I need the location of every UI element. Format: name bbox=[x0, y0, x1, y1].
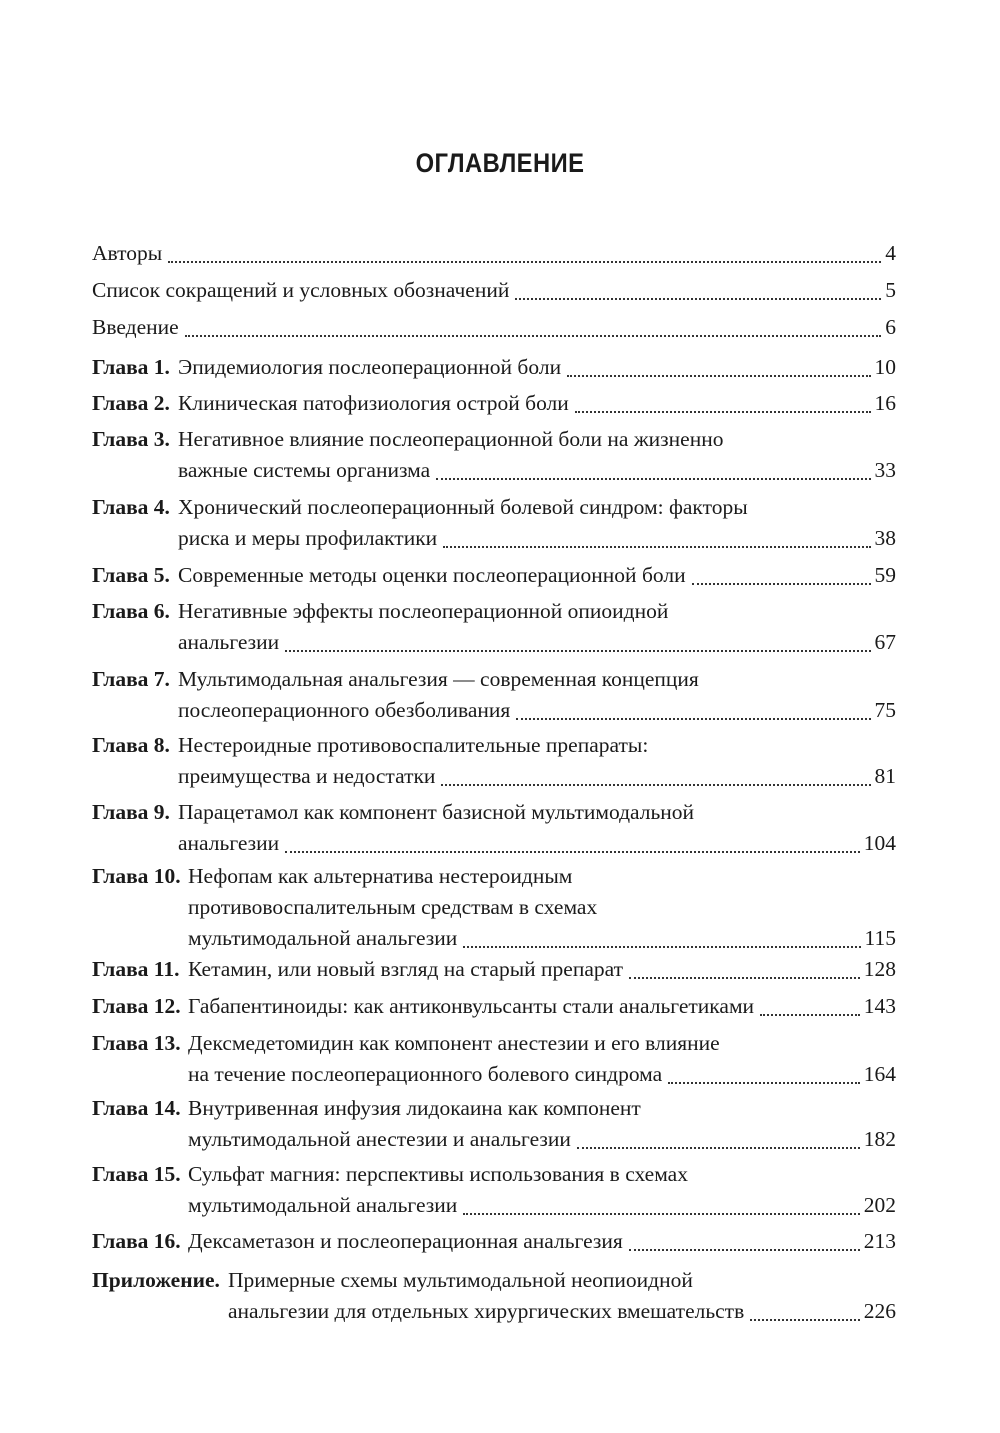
toc-entry-title: Примерные схемы мультимодальной неопиоидной bbox=[228, 1268, 693, 1292]
dot-leader bbox=[577, 1147, 860, 1149]
toc-entry-title: Дексаметазон и послеоперационная анальгезия bbox=[188, 1229, 623, 1253]
toc-entry-title: на течение послеоперационного болевого синдрома bbox=[188, 1062, 663, 1086]
toc-entry[interactable] bbox=[92, 352, 896, 383]
toc-page-number: 5 bbox=[885, 278, 896, 302]
dot-leader bbox=[567, 375, 870, 377]
toc-entry-label: Глава 5. bbox=[92, 563, 170, 587]
toc-entry-label: Глава 1. bbox=[92, 355, 170, 379]
toc-page-number: 164 bbox=[863, 1062, 896, 1086]
dot-leader bbox=[441, 784, 870, 786]
toc-entry-title: Габапентиноиды: как антиконвульсанты стали анальгетиками bbox=[188, 994, 755, 1018]
table-of-contents bbox=[92, 0, 896, 1433]
toc-entry[interactable] bbox=[92, 560, 896, 591]
dot-leader bbox=[692, 583, 871, 585]
toc-entry[interactable] bbox=[92, 492, 896, 554]
dot-leader bbox=[629, 977, 860, 979]
dot-leader bbox=[463, 946, 860, 948]
toc-entry[interactable] bbox=[92, 1226, 896, 1257]
toc-entry-label: Приложение. bbox=[92, 1268, 220, 1292]
toc-entry-title: Эпидемиология послеоперационной боли bbox=[178, 355, 562, 379]
toc-page-number: 10 bbox=[874, 355, 896, 379]
dot-leader bbox=[515, 298, 881, 300]
toc-entry-title: важные системы организма bbox=[178, 458, 431, 482]
toc-entry-title: риска и меры профилактики bbox=[178, 526, 438, 550]
toc-page-number: 81 bbox=[874, 764, 896, 788]
dot-leader bbox=[668, 1082, 860, 1084]
dot-leader bbox=[285, 650, 870, 652]
toc-entry[interactable] bbox=[92, 312, 896, 343]
toc-entry[interactable] bbox=[92, 1093, 896, 1155]
toc-entry[interactable] bbox=[92, 861, 896, 954]
dot-leader bbox=[760, 1014, 860, 1016]
toc-page-number: 38 bbox=[874, 526, 896, 550]
toc-entry-title: Негативное влияние послеоперационной боли на жизненно bbox=[178, 427, 724, 451]
dot-leader bbox=[443, 546, 870, 548]
dot-leader bbox=[629, 1249, 860, 1251]
toc-page-number: 202 bbox=[863, 1193, 896, 1217]
toc-entry-title: мультимодальной анальгезии bbox=[188, 1193, 458, 1217]
toc-entry-label: Глава 3. bbox=[92, 427, 170, 451]
toc-entry-label: Глава 8. bbox=[92, 733, 170, 757]
toc-entry-title: мультимодальной анестезии и анальгезии bbox=[188, 1127, 571, 1151]
toc-entry[interactable] bbox=[92, 664, 896, 726]
toc-page-number: 67 bbox=[874, 630, 896, 654]
toc-page-number: 4 bbox=[885, 241, 896, 265]
toc-entry-title: противовоспалительным средствам в схемах bbox=[188, 895, 598, 919]
dot-leader bbox=[168, 261, 881, 263]
toc-page-number: 213 bbox=[863, 1229, 896, 1253]
toc-page-number: 16 bbox=[874, 391, 896, 415]
toc-page-number: 128 bbox=[863, 957, 896, 981]
toc-entry-title: мультимодальной анальгезии bbox=[188, 926, 458, 950]
dot-leader bbox=[436, 478, 870, 480]
dot-leader bbox=[185, 335, 882, 337]
toc-entry-title: анальгезии bbox=[178, 630, 280, 654]
toc-entry-label: Глава 2. bbox=[92, 391, 170, 415]
toc-entry-title: Клиническая патофизиология острой боли bbox=[178, 391, 569, 415]
toc-entry-title: Парацетамол как компонент базисной мультимодальной bbox=[178, 800, 695, 824]
toc-page-number: 33 bbox=[874, 458, 896, 482]
toc-entry-label: Глава 10. bbox=[92, 864, 181, 888]
toc-entry-title: Мультимодальная анальгезия — современная концепция bbox=[178, 667, 699, 691]
toc-entry[interactable] bbox=[92, 275, 896, 306]
toc-entry-label: Глава 12. bbox=[92, 994, 181, 1018]
toc-page-number: 143 bbox=[863, 994, 896, 1018]
toc-page-number: 104 bbox=[863, 831, 896, 855]
toc-entry-label: Глава 15. bbox=[92, 1162, 181, 1186]
dot-leader bbox=[285, 851, 860, 853]
toc-entry-label: Глава 7. bbox=[92, 667, 170, 691]
toc-entry-label: Глава 6. bbox=[92, 599, 170, 623]
toc-entry-title: анальгезии для отдельных хирургических вмешательств bbox=[228, 1299, 745, 1323]
toc-entry-title: преимущества и недостатки bbox=[178, 764, 436, 788]
toc-entry-title: Список сокращений и условных обозначений bbox=[92, 278, 510, 302]
toc-entry-title: Внутривенная инфузия лидокаина как компонент bbox=[188, 1096, 641, 1120]
toc-entry-label: Глава 4. bbox=[92, 495, 170, 519]
toc-entry[interactable] bbox=[92, 797, 896, 859]
toc-entry-title: послеоперационного обезболивания bbox=[178, 698, 511, 722]
toc-entry-label: Глава 11. bbox=[92, 957, 180, 981]
toc-page-number: 115 bbox=[864, 926, 896, 950]
toc-entry-title: Введение bbox=[92, 315, 179, 339]
toc-entry-title: Авторы bbox=[92, 241, 163, 265]
toc-page-number: 226 bbox=[863, 1299, 896, 1323]
toc-entry-title: Современные методы оценки послеоперационной боли bbox=[178, 563, 686, 587]
dot-leader bbox=[575, 411, 871, 413]
dot-leader bbox=[463, 1213, 859, 1215]
toc-entry-title: Негативные эффекты послеоперационной опиоидной bbox=[178, 599, 669, 623]
toc-entry[interactable] bbox=[92, 1159, 896, 1221]
toc-entry-label: Глава 13. bbox=[92, 1031, 181, 1055]
toc-entry-title: анальгезии bbox=[178, 831, 280, 855]
toc-entry[interactable] bbox=[92, 388, 896, 419]
toc-entry[interactable] bbox=[92, 1265, 896, 1327]
toc-entry[interactable] bbox=[92, 596, 896, 658]
page-title: ОГЛАВЛЕНИЕ bbox=[415, 148, 585, 178]
toc-entry-title: Хронический послеоперационный болевой синдром: факторы bbox=[178, 495, 748, 519]
toc-entry-title: Нестероидные противовоспалительные препараты: bbox=[178, 733, 649, 757]
toc-entry[interactable] bbox=[92, 238, 896, 269]
toc-entry-title: Дексмедетомидин как компонент анестезии и его влияние bbox=[188, 1031, 720, 1055]
dot-leader bbox=[516, 718, 870, 720]
toc-entry[interactable] bbox=[92, 954, 896, 985]
dot-leader bbox=[750, 1319, 860, 1321]
toc-entry[interactable] bbox=[92, 730, 896, 792]
toc-page-number: 75 bbox=[874, 698, 896, 722]
toc-entry-title: Сульфат магния: перспективы использования в схемах bbox=[188, 1162, 688, 1186]
toc-entry-label: Глава 14. bbox=[92, 1096, 181, 1120]
toc-entry-label: Глава 16. bbox=[92, 1229, 181, 1253]
toc-entry[interactable] bbox=[92, 991, 896, 1022]
toc-entry-title: Нефопам как альтернатива нестероидным bbox=[188, 864, 573, 888]
toc-entry[interactable] bbox=[92, 1028, 896, 1090]
toc-entry[interactable] bbox=[92, 424, 896, 486]
toc-page-number: 6 bbox=[885, 315, 896, 339]
toc-page-number: 182 bbox=[863, 1127, 896, 1151]
toc-entry-title: Кетамин, или новый взгляд на старый препарат bbox=[188, 957, 624, 981]
toc-entry-label: Глава 9. bbox=[92, 800, 170, 824]
toc-page-number: 59 bbox=[874, 563, 896, 587]
